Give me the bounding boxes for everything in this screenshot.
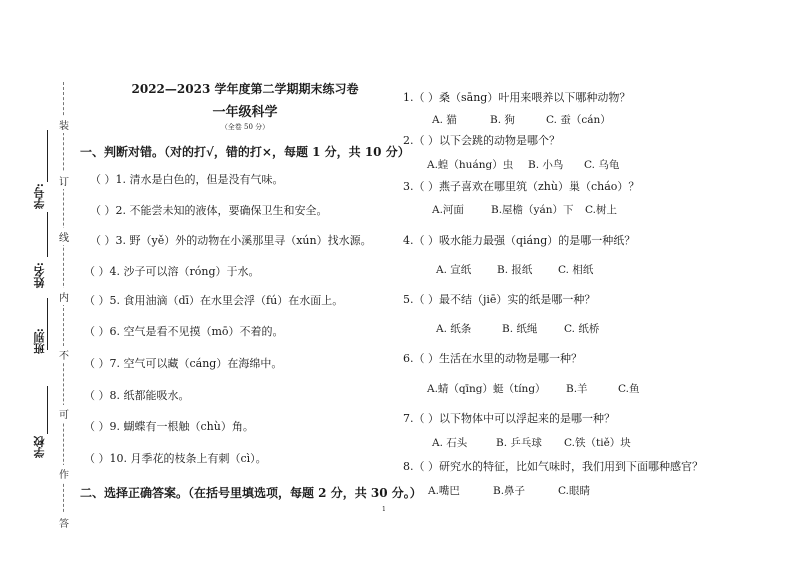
choice-question: 3.（ ）燕子喜欢在哪里筑（zhù）巢（cháo）？ — [403, 180, 640, 193]
student-id-line — [47, 130, 48, 182]
choice-option: B. 乒乓球 — [496, 437, 542, 449]
section2-heading: 二、选择正确答案。（在括号里填选项，每题 2 分，共 30 分。） — [80, 486, 422, 500]
seal-char: 可 — [58, 405, 70, 422]
choice-option: B. 报纸 — [497, 264, 533, 276]
class-label: 班别: — [33, 328, 46, 355]
choice-option: A. 纸条 — [436, 323, 472, 335]
choice-option: C.眼睛 — [558, 485, 590, 497]
seal-char: 答 — [58, 514, 70, 531]
school-label: 学校 — [33, 436, 46, 458]
page-number: 1 — [382, 506, 386, 513]
choice-option: A. 猫 — [432, 114, 457, 126]
choice-question: 2.（ ）以下会跳的动物是哪个？ — [403, 134, 560, 147]
choice-question: 6.（ ）生活在水里的动物是哪一种？ — [403, 352, 582, 365]
judge-item: （ ）6. 空气是看不见摸（mō）不着的。 — [84, 325, 284, 338]
choice-option: C. 相纸 — [558, 264, 594, 276]
judge-item: （ ）2. 不能尝未知的液体，要确保卫生和安全。 — [90, 204, 328, 217]
choice-question: 5.（ ）最不结（jiē）实的纸是哪一种？ — [403, 293, 596, 306]
choice-option: A.嘴巴 — [428, 485, 460, 497]
choice-option: C.树上 — [585, 204, 617, 216]
seal-char: 内 — [58, 288, 70, 305]
judge-item: （ ）7. 空气可以藏（cáng）在海绵中。 — [84, 357, 283, 370]
choice-option: A.河面 — [432, 204, 464, 216]
choice-option: A.蝗（huáng）虫 — [427, 159, 514, 171]
choice-question: 7.（ ）以下物体中可以浮起来的是哪一种？ — [403, 412, 615, 425]
choice-option: C.铁（tiě）块 — [564, 437, 631, 449]
choice-option: B.羊 — [566, 383, 588, 395]
choice-option: B. 纸绳 — [502, 323, 538, 335]
seal-char: 订 — [58, 172, 70, 189]
choice-option: A.蜻（qīng）蜓（tíng） — [427, 383, 546, 395]
seal-char: 不 — [58, 346, 70, 363]
choice-option: C.鱼 — [618, 383, 640, 395]
exam-total-score: （全卷 50 分） — [220, 123, 270, 131]
judge-item: （ ）9. 蝴蝶有一根触（chù）角。 — [84, 420, 254, 433]
judge-item: （ ）8. 纸都能吸水。 — [84, 389, 190, 402]
choice-option: C. 蚕（cán） — [546, 114, 611, 126]
choice-question: 4.（ ）吸水能力最强（qiáng）的是哪一种纸？ — [403, 234, 636, 247]
choice-option: B.屋檐（yán）下 — [491, 204, 574, 216]
judge-item: （ ）4. 沙子可以溶（róng）于水。 — [84, 265, 260, 278]
binding-margin — [0, 0, 85, 561]
choice-option: C. 乌龟 — [584, 159, 620, 171]
student-id-label: 学号: — [33, 183, 46, 210]
exam-title: 2022—2023 学年度第二学期期末练习卷 — [131, 82, 359, 96]
choice-option: A. 宣纸 — [436, 264, 472, 276]
choice-option: C. 纸桥 — [564, 323, 600, 335]
choice-option: B. 小鸟 — [528, 159, 564, 171]
judge-item: （ ）10. 月季花的枝条上有刺（cì）。 — [84, 452, 267, 465]
choice-option: B. 狗 — [490, 114, 515, 126]
exam-subject: 一年级科学 — [212, 105, 278, 120]
judge-item: （ ）5. 食用油滴（dī）在水里会浮（fú）在水面上。 — [84, 294, 344, 307]
school-line — [47, 386, 48, 434]
section1-heading: 一、判断对错。（对的打√，错的打×，每题 1 分，共 10 分） — [80, 145, 410, 159]
seal-char: 作 — [58, 465, 70, 482]
judge-item: （ ）3. 野（yě）外的动物在小溪那里寻（xún）找水源。 — [90, 234, 372, 247]
seal-char: 线 — [58, 228, 70, 245]
name-line — [47, 212, 48, 257]
choice-question: 8.（ ）研究水的特征，比如气味时，我们用到下面哪种感官？ — [403, 460, 703, 473]
judge-item: （ ）1. 清水是白色的，但是没有气味。 — [90, 173, 284, 186]
name-label: 姓名: — [33, 262, 46, 289]
choice-option: B.鼻子 — [493, 485, 526, 497]
choice-option: A. 石头 — [432, 437, 468, 449]
choice-question: 1.（ ）桑（sāng）叶用来喂养以下哪种动物？ — [403, 91, 631, 104]
seal-char: 装 — [58, 116, 70, 133]
